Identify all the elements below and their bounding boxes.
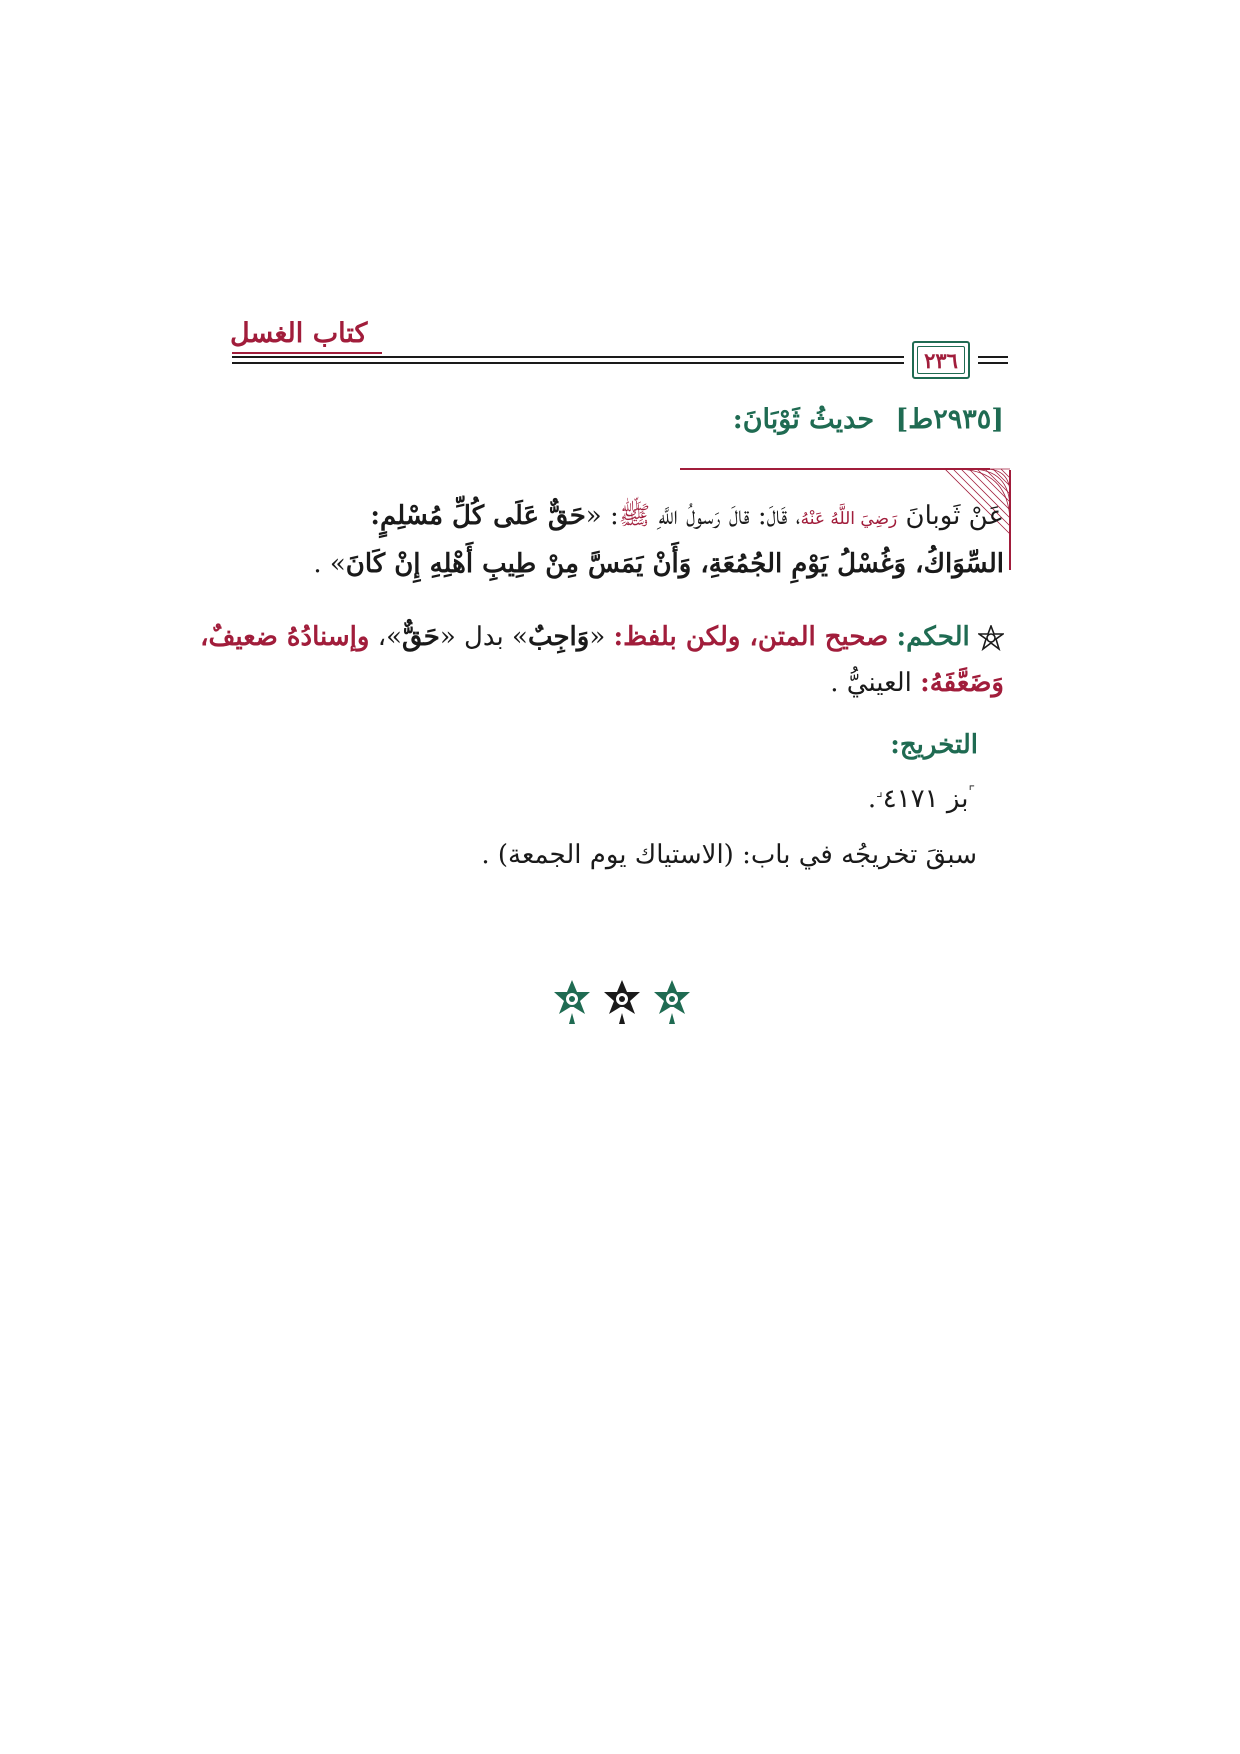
header-rule-left-2 [232,362,904,364]
rosette-icon [978,625,1004,651]
hadith-intro: عَنْ ثَوبانَ [905,501,1004,531]
hukm-line-1 [200,614,1004,660]
hadith-matn-1: حَقٌّ عَلَى كُلِّ مُسْلِمٍ: [370,501,586,531]
takhrij-note: سبقَ تخريجُه في باب: (الاستياك يوم الجمعة) . [481,840,977,870]
hukm-label: الحكم: [896,622,970,652]
quote-frame-top [680,468,990,470]
star-rosette-icon [652,980,692,1024]
hadith-title: حديثُ ثَوْبَانَ: [732,404,875,435]
bracket-close-icon: ⌟ [876,784,883,800]
header-rule-right-1 [978,356,1008,358]
salla-honorific: ﷺ [618,501,651,531]
ref-text: بز ٤١٧١ [882,784,969,814]
hadith-close: » . [313,549,346,579]
hadith-colon: : « [585,501,619,531]
lafz-close: » بدل « [439,622,528,652]
header-rule-left-1 [232,356,904,358]
page-number: ٢٣٦ [924,347,958,373]
hadith-line-1 [370,492,1004,543]
hadith-heading [733,404,1004,435]
isnad-daif: وإسنادُهُ ضعيفٌ، [200,622,370,652]
lafz-haqq: حَقٌّ [402,622,440,652]
bracket-open-icon: ⌜ [968,784,975,800]
star-rosette-icon [602,980,642,1024]
takhrij-reference [868,784,975,814]
hukm-verdict: صحيح المتن، ولكن بلفظ: [613,622,889,652]
header-rule-right-2 [978,362,1008,364]
star-rosette-icon [552,980,592,1024]
hadith-matn-2: السِّوَاكُ، وَغُسْلُ يَوْمِ الجُمُعَةِ، وَأَنْ يَمَسَّ مِنْ طِيبِ أَهْلِهِ إِنْ كَانَ [345,549,1004,579]
hadith-line-2 [313,540,1004,588]
lafz-open: « [589,622,614,652]
book-title-text: كتاب الغسل [230,318,368,349]
book-title [230,318,367,349]
ref-end: . [867,784,877,814]
hukm-line-2 [830,660,1004,706]
hadith-qala: ، قَالَ: قالَ رَسولُ اللَّهِ [658,501,801,531]
takhrij-title: التخريج: [890,730,978,760]
daafahu-by: العينيُّ . [830,668,921,698]
section-end-ornaments [552,980,692,1024]
radi-honorific: رَضِيَ اللَّهُ عَنْهُ [800,509,898,529]
haqq-close: »، [369,622,403,652]
lafz-wajib: وَاجِبٌ [527,622,590,652]
page-number-badge [912,341,970,379]
daafahu-label: وَضَعَّفَهُ: [920,668,1004,698]
title-underline [232,352,382,354]
hadith-number: [٢٩٣٥ط] [895,404,1004,435]
